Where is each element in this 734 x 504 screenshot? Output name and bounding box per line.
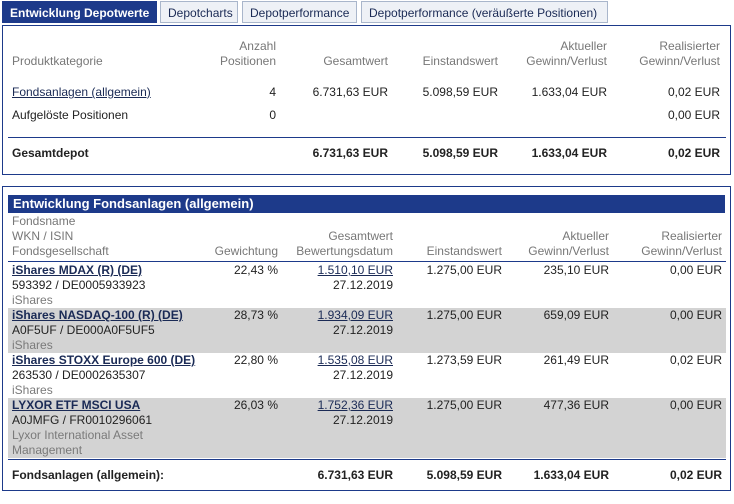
fund-value-link[interactable]: 1.510,10 EUR	[317, 263, 393, 277]
col-header-gesamtwert: Gesamtwert	[328, 229, 393, 243]
fund-weight: 26,03 %	[233, 398, 278, 412]
total-divider	[8, 459, 726, 460]
fund-gain: 477,36 EUR	[543, 398, 609, 412]
total-realisiert: 0,02 EUR	[667, 146, 720, 160]
col-header-anzahl: Anzahl	[239, 39, 276, 53]
fund-ids: 263530 / DE0002635307	[12, 368, 146, 382]
fund-link-ishares-mdax[interactable]: iShares MDAX (R) (DE)	[12, 263, 143, 277]
col-header-fondsname: Fondsname	[12, 214, 76, 228]
col-header-aktueller-gv: Gewinn/Verlust	[528, 244, 609, 258]
fund-cost: 1.275,00 EUR	[426, 398, 502, 412]
fund-gain: 261,49 EUR	[543, 353, 609, 367]
header-divider	[8, 261, 726, 262]
fund-realized: 0,02 EUR	[669, 353, 722, 367]
fund-weight: 22,43 %	[233, 263, 278, 277]
col-header-einstandswert: Einstandswert	[422, 54, 498, 68]
col-header-bewertungsdatum: Bewertungsdatum	[296, 244, 393, 258]
fund-gain: 659,09 EUR	[543, 308, 609, 322]
fund-ids: 593392 / DE0005933923	[12, 278, 146, 292]
fund-cost: 1.275,00 EUR	[426, 263, 502, 277]
fund-realized: 0,00 EUR	[669, 263, 722, 277]
fund-company: iShares	[12, 293, 53, 307]
col-header-aktueller: Aktueller	[562, 229, 609, 243]
cell-realisiert: 0,00 EUR	[667, 108, 720, 122]
cell-count: 4	[269, 85, 276, 99]
total-divider	[8, 137, 726, 138]
cell-gesamtwert: 6.731,63 EUR	[312, 85, 388, 99]
detail-title: Entwicklung Fondsanlagen (allgemein)	[8, 195, 725, 213]
detail-total-realized: 0,02 EUR	[669, 468, 722, 482]
fund-company: Lyxor International Asset	[12, 428, 143, 442]
col-header-wkn-isin: WKN / ISIN	[12, 229, 74, 243]
fund-ids: A0F5UF / DE000A0F5UF5	[12, 323, 155, 337]
fund-cost: 1.275,00 EUR	[426, 308, 502, 322]
cell-realisiert: 0,02 EUR	[667, 85, 720, 99]
col-header-realisierter-gv: Gewinn/Verlust	[639, 54, 720, 68]
tab-depotcharts[interactable]: Depotcharts	[160, 1, 238, 23]
fund-ids: A0JMFG / FR0010296061	[12, 413, 153, 427]
col-header-aktueller: Aktueller	[560, 39, 607, 53]
col-header-gesamtwert: Gesamtwert	[323, 54, 388, 68]
fund-gain: 235,10 EUR	[543, 263, 609, 277]
fund-value-link[interactable]: 1.934,09 EUR	[317, 308, 393, 322]
fund-company: iShares	[12, 383, 53, 397]
fund-weight: 28,73 %	[233, 308, 278, 322]
summary-panel	[2, 25, 731, 175]
col-header-realisierter: Realisierter	[661, 229, 722, 243]
fund-cost: 1.273,59 EUR	[426, 353, 502, 367]
tab-entwicklung-depotwerte[interactable]: Entwicklung Depotwerte	[2, 1, 157, 23]
fund-date: 27.12.2019	[332, 278, 393, 292]
cell-einstandswert: 5.098,59 EUR	[422, 85, 498, 99]
fund-date: 27.12.2019	[332, 323, 393, 337]
fund-link-lyxor-msci-usa[interactable]: LYXOR ETF MSCI USA	[12, 398, 141, 412]
category-aufgeloeste-positionen: Aufgelöste Positionen	[12, 108, 129, 122]
detail-total-label: Fondsanlagen (allgemein):	[12, 468, 165, 482]
detail-total-cost: 5.098,59 EUR	[426, 468, 502, 482]
tab-depotperformance-veraeusserte[interactable]: Depotperformance (veräußerte Positionen)	[361, 1, 608, 23]
detail-total-gain: 1.633,04 EUR	[533, 468, 609, 482]
fund-value-link[interactable]: 1.752,36 EUR	[317, 398, 393, 412]
tab-depotperformance[interactable]: Depotperformance	[242, 1, 357, 23]
cell-aktuell: 1.633,04 EUR	[531, 85, 607, 99]
fund-date: 27.12.2019	[332, 368, 393, 382]
total-einstandswert: 5.098,59 EUR	[422, 146, 498, 160]
col-header-realisierter: Realisierter	[659, 39, 720, 53]
fund-realized: 0,00 EUR	[669, 308, 722, 322]
detail-panel	[2, 186, 731, 491]
fund-weight: 22,80 %	[233, 353, 278, 367]
fund-company-line2: Management	[12, 443, 83, 457]
total-aktuell: 1.633,04 EUR	[531, 146, 607, 160]
fund-date: 27.12.2019	[332, 413, 393, 427]
detail-total-value: 6.731,63 EUR	[317, 468, 393, 482]
fund-realized: 0,00 EUR	[669, 398, 722, 412]
fund-company: iShares	[12, 338, 53, 352]
col-header-positionen: Positionen	[219, 54, 276, 68]
col-header-realisierter-gv: Gewinn/Verlust	[641, 244, 722, 258]
col-header-produktkategorie: Produktkategorie	[12, 54, 103, 68]
category-link-fondsanlagen[interactable]: Fondsanlagen (allgemein)	[12, 85, 151, 99]
total-gesamtwert: 6.731,63 EUR	[312, 146, 388, 160]
cell-count: 0	[269, 108, 276, 122]
fund-link-ishares-stoxx[interactable]: iShares STOXX Europe 600 (DE)	[12, 353, 196, 367]
fund-link-ishares-nasdaq[interactable]: iShares NASDAQ-100 (R) (DE)	[12, 308, 183, 322]
fund-value-link[interactable]: 1.535,08 EUR	[317, 353, 393, 367]
col-header-gewichtung: Gewichtung	[214, 244, 278, 258]
col-header-fondsgesellschaft: Fondsgesellschaft	[12, 244, 109, 258]
col-header-aktueller-gv: Gewinn/Verlust	[526, 54, 607, 68]
col-header-einstandswert: Einstandswert	[426, 244, 502, 258]
total-label: Gesamtdepot	[12, 146, 89, 160]
